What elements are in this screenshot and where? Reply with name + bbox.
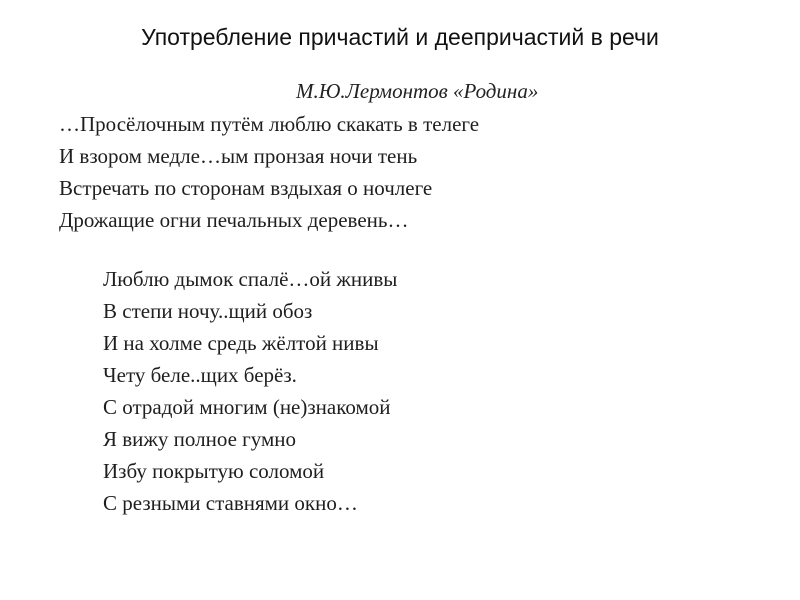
poem-line: …Просёлочным путём люблю скакать в телеге (59, 112, 480, 136)
poem-author-work: М.Ю.Лермонтов «Родина» (296, 79, 539, 103)
poem-line: С отрадой многим (не)знакомой (103, 395, 391, 419)
poem-line: Встречать по сторонам вздыхая о ночлеге (59, 176, 433, 200)
poem-line: В степи ночу..щий обоз (103, 299, 313, 323)
slide-title: Употребление причастий и деепричастий в речи (141, 24, 659, 50)
poem-line: Я вижу полное гумно (103, 427, 297, 451)
poem-stanza-1 (59, 108, 479, 236)
poem-line: И взором медле…ым пронзая ночи тень (59, 144, 418, 168)
poem-line: С резными ставнями окно… (103, 491, 358, 515)
poem-line: Чету беле..щих берёз. (103, 363, 297, 387)
poem-line: Люблю дымок спалё…ой жнивы (103, 267, 398, 291)
poem-line: И на холме средь жёлтой нивы (103, 331, 379, 355)
poem-stanza-2 (103, 263, 397, 519)
poem-line: Дрожащие огни печальных деревень… (59, 208, 409, 232)
poem-line: Избу покрытую соломой (103, 459, 325, 483)
